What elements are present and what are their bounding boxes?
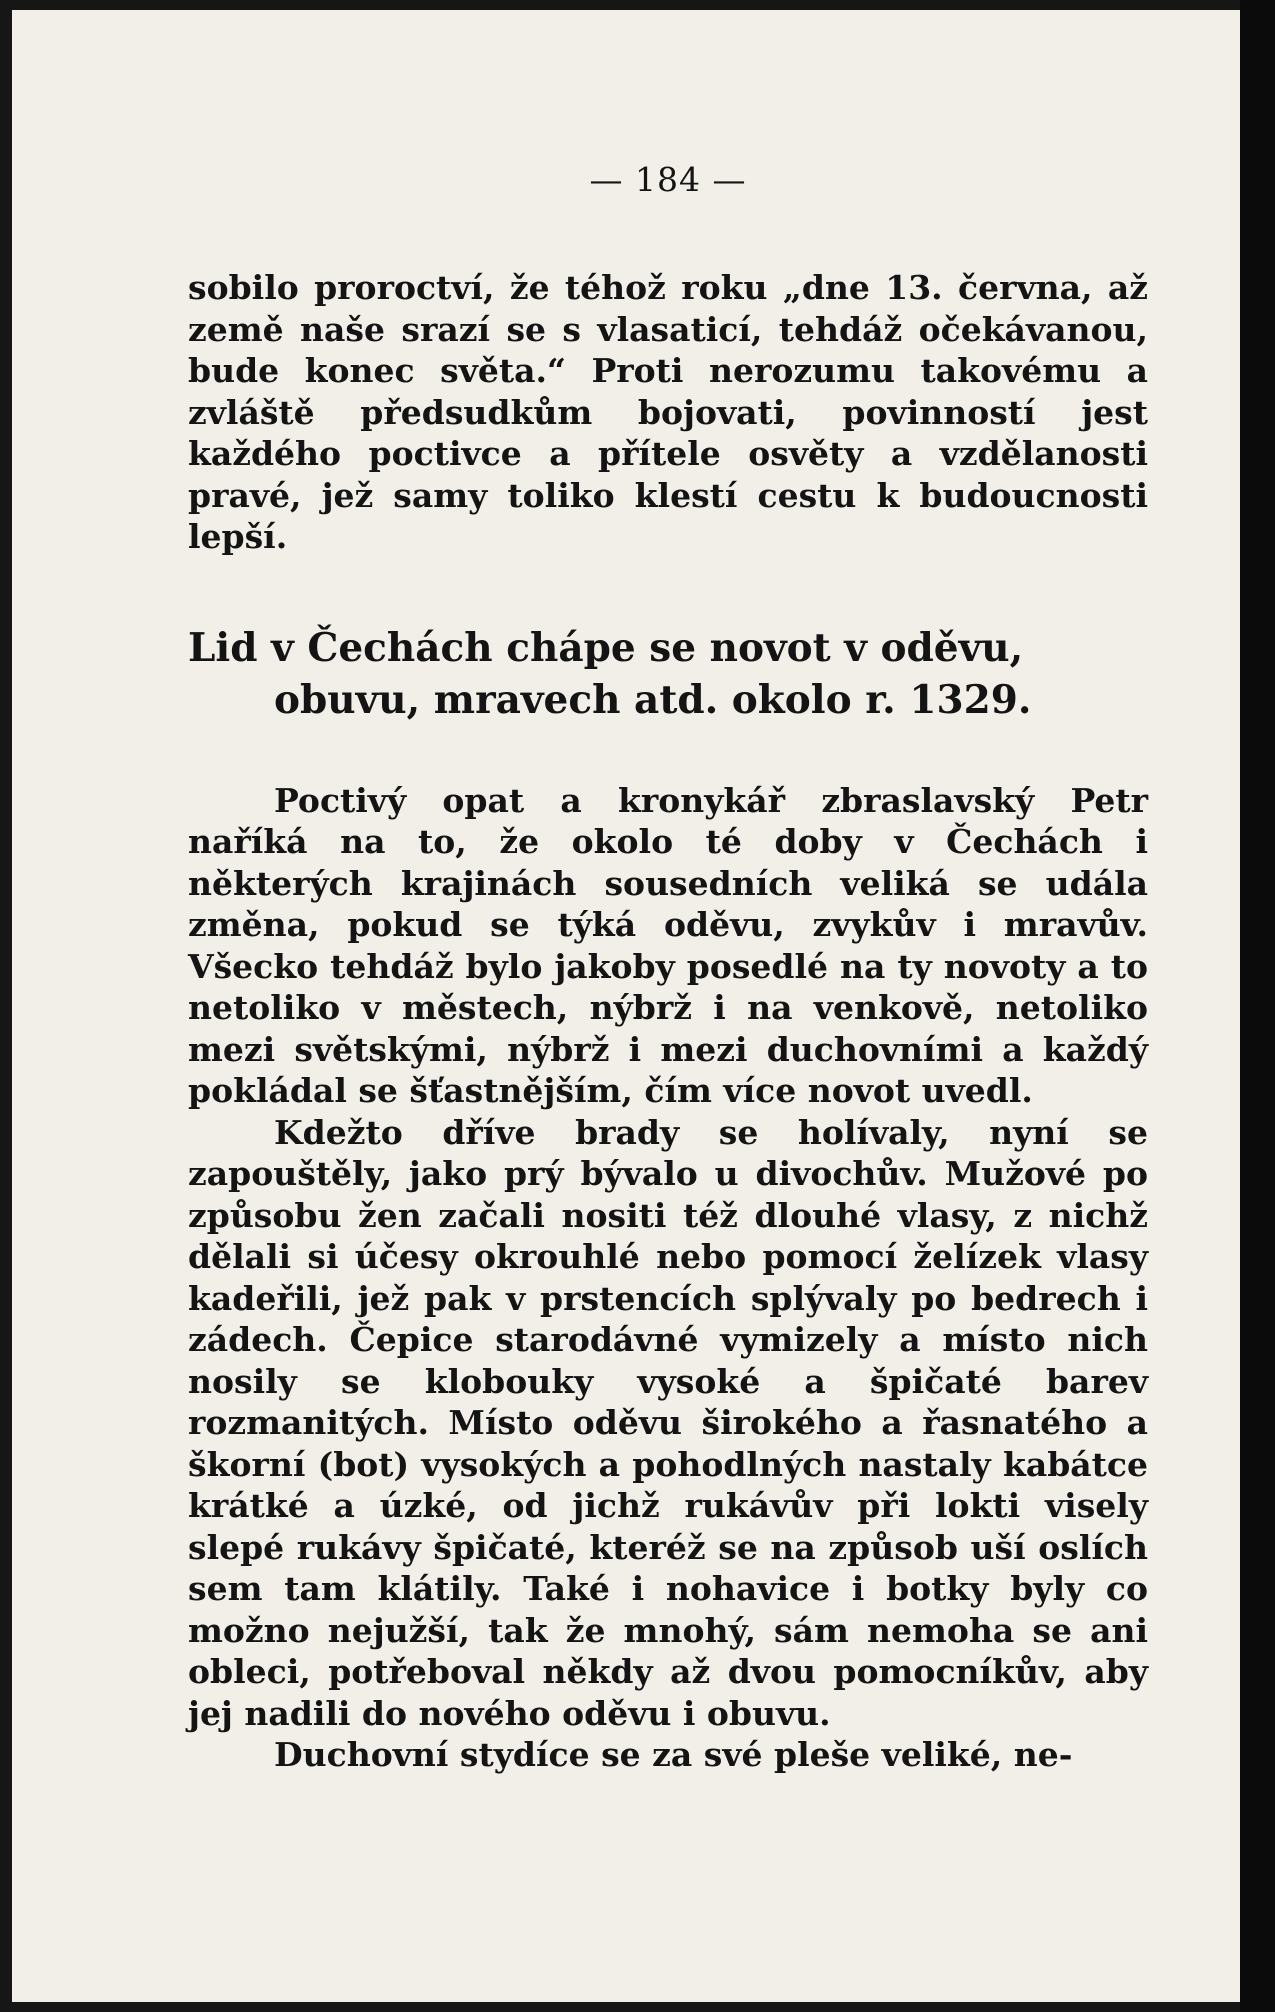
book-page (12, 10, 1240, 2002)
paragraph-3: Kdežto dříve brady se holívaly, nyní se zapouštěly, jako prý bývalo u divochův. Mužové po způsobu žen začali nositi též dlouhé vlasy, z nichž dělali si účesy okrouhlé nebo pomocí želízek vlasy kadeřili, jež pak v prstencích splývaly po bedrech i zádech. Čepice starodávné vymizely a místo nich nosily se klobouky vysoké a špičaté barev rozmanitých. Místo oděvu širokého a řasnatého a škorní (bot) vysokých a pohodlných nastaly kabátce krátké a úzké, od jichž rukávův při lokti visely slepé rukávy špičaté, kteréž se na způsob uší oslích sem tam klátily. Také i nohavice i botky byly co možno nejužší, tak že mnohý, sám nemoha se ani obleci, potřeboval někdy až dvou pomocníkův, aby jej nadili do nového oděvu i obuvu. (188, 1112, 1148, 1733)
section-heading: Lid v Čechách chápe se novot v oděvu, obuvu, mravech atd. okolo r. 1329. (188, 624, 1032, 723)
paragraph-2: Poctivý opat a kronykář zbraslavský Petr naříká na to, že okolo té doby v Čechách i některých krajinách sousedních veliká se udála změna, pokud se týká oděvu, zvykův i mravův. Všecko tehdáž bylo jakoby posedlé na ty novoty a to netoliko v městech, nýbrž i na venkově, netoliko mezi světskými, nýbrž i mezi duchovními a každý pokládal se šťastnějším, čím více novot uvedl. (188, 780, 1148, 1110)
page-text (188, 160, 1148, 1776)
paragraph-4: Duchovní stydíce se za své pleše veliké, ne- (274, 1735, 1073, 1774)
page-number: — 184 — (589, 160, 747, 199)
paragraph-1: sobilo proroctví, že téhož roku „dne 13. června, až země naše srazí se s vlasaticí, tehdáž očekávanou, bude konec světa.“ Proti nerozumu takovému a zvláště předsudkům bojovati, povinností jest každého poctivce a přítele osvěty a vzdělanosti pravé, jež samy toliko klestí cestu k budoucnosti lepší. (188, 268, 1148, 556)
scan-edge (1240, 0, 1275, 2012)
